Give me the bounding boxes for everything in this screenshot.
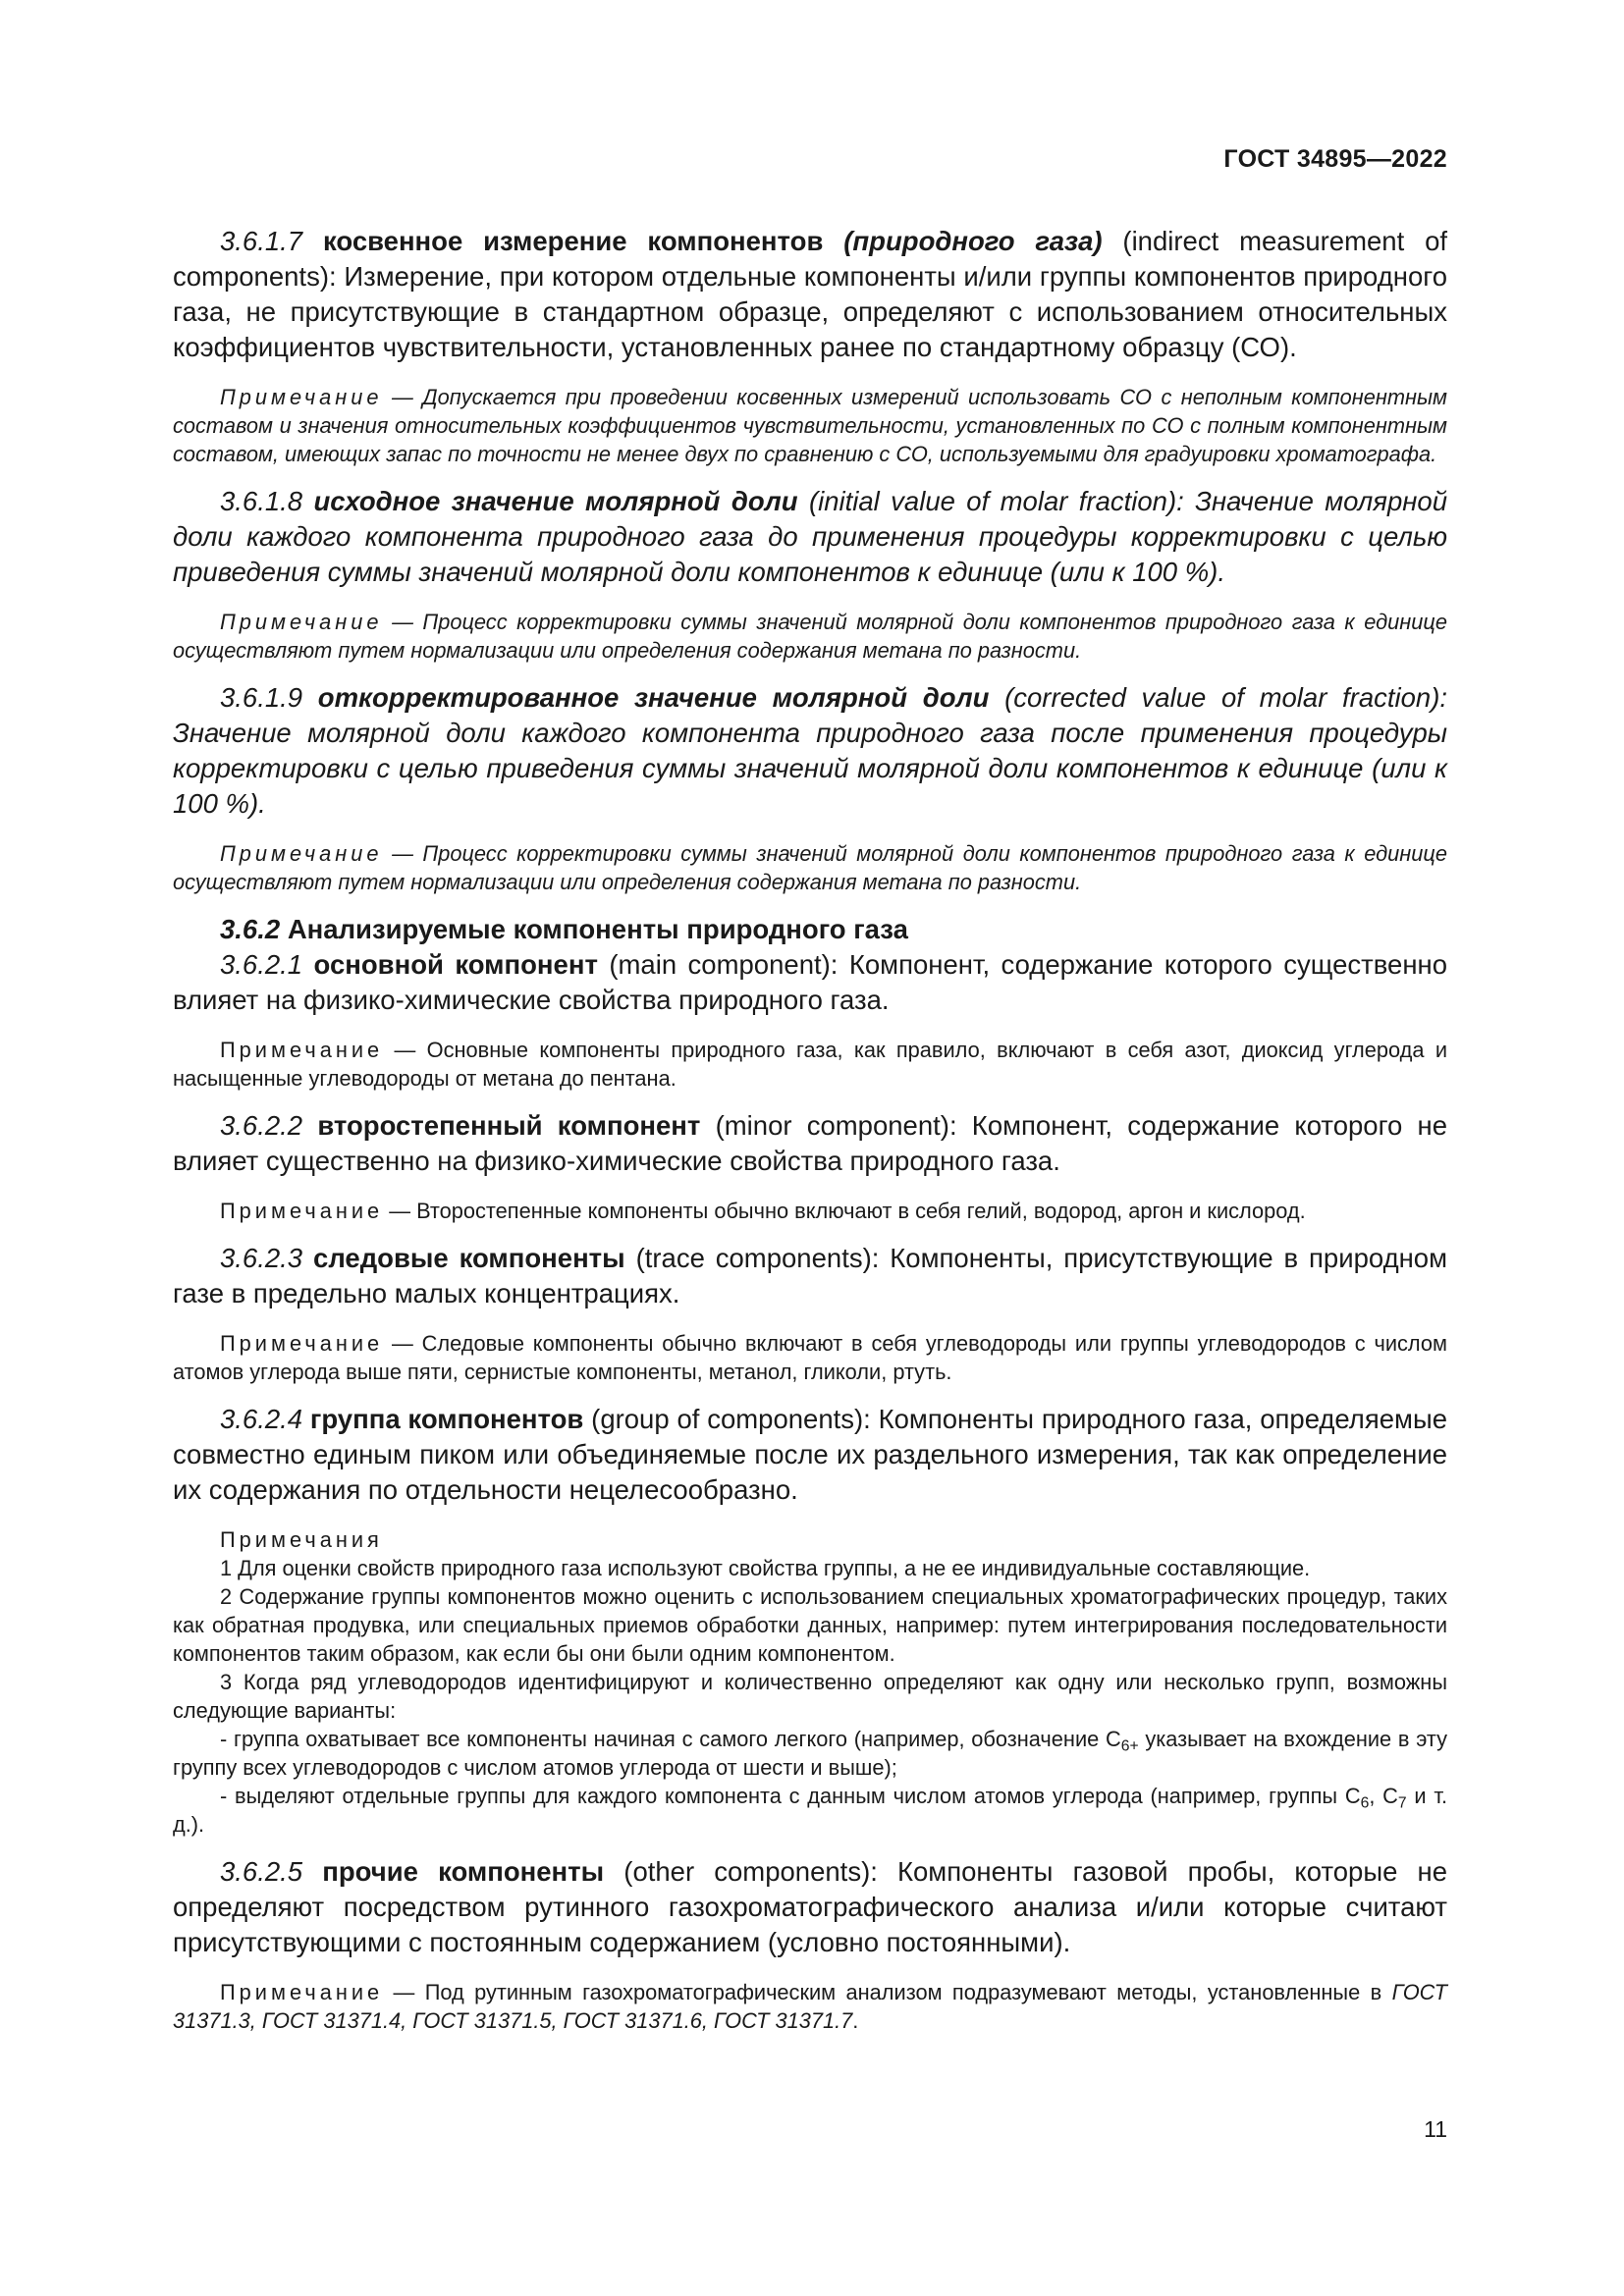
clause-number: 3.6.2.2 [220, 1110, 303, 1141]
note-3-6-1-9 [173, 839, 1447, 896]
term-name: второстепенный компонент [317, 1110, 701, 1141]
term-name: косвенное измерение компонентов [322, 226, 824, 256]
term-3-6-2-3 [173, 1241, 1447, 1311]
clause-number: 3.6.1.8 [220, 486, 303, 516]
note-label: Примечание [220, 1331, 384, 1356]
note-text: — Следовые компоненты обычно включают в себя углеводороды или группы углеводородов с числом атомов углерода выше пяти, сернистые компоненты, метанол, гликоли, ртуть. [173, 1331, 1447, 1384]
note-dash-item-2: - выделяют отдельные группы для каждого компонента с данным числом атомов углерода (например, группы $С_6$, $С_7$ и т. д.). [173, 1784, 1447, 1837]
term-3-6-1-7 [173, 224, 1447, 365]
term-definition: (group of components): Компоненты природного газа, определяемые совместно единым пиком или объединяемые после их раздельного измерения, так как определение их содержания по отдельности нецелесообразно. [173, 1404, 1448, 1505]
note-item-1: 1 Для оценки свойств природного газа используют свойства группы, а не ее индивидуальные составляющие. [220, 1556, 1311, 1580]
note-text: — Процесс корректировки суммы значений молярной доли компонентов природного газа к единице осуществляют путем нормализации или определения содержания метана по разности. [173, 841, 1447, 894]
note-3-6-2-1 [173, 1036, 1447, 1093]
section-title: Анализируемые компоненты природного газа [287, 914, 908, 944]
term-name: исходное значение молярной доли [313, 486, 798, 516]
note-text: — Под рутинным газохроматографическим анализом подразумевают методы, установленные в [393, 1980, 1382, 2004]
term-name: основной компонент [313, 949, 598, 980]
term-3-6-1-9 [173, 680, 1447, 822]
note-3-6-2-2 [173, 1197, 1447, 1225]
term-english: (indirect measurement of components): [173, 226, 1448, 292]
note-label: Примечание [220, 841, 383, 866]
term-name: следовые компоненты [313, 1243, 625, 1273]
term-qualifier: (природного газа) [843, 226, 1103, 256]
term-3-6-2-5 [173, 1854, 1447, 1960]
note-label: Примечание [220, 385, 383, 409]
page-content [173, 224, 1447, 2035]
note-text: — Допускается при проведении косвенных измерений использовать СО с неполным компонентным составом и значения относительных коэффициентов чувствительности, установленных по СО с полным компонентным составом, имеющих запас по точности не менее двух по сравнению с СО, используемыми для градуировки хроматографа. [173, 385, 1447, 466]
clause-number: 3.6.2.5 [220, 1856, 303, 1887]
clause-number: 3.6.2.3 [220, 1243, 303, 1273]
clause-number: 3.6.2.1 [220, 949, 303, 980]
term-name: группа компонентов [309, 1404, 584, 1434]
section-number: 3.6.2 [220, 914, 281, 944]
note-3-6-1-7 [173, 383, 1447, 468]
note-label: Примечание [220, 1199, 384, 1223]
term-name: откорректированное значение молярной доли [317, 682, 990, 713]
term-definition: (main component): Компонент, содержание которого существенно влияет на физико-химические свойства природного газа. [173, 949, 1447, 1015]
note-label: Примечание [220, 610, 383, 634]
note-text: — Основные компоненты природного газа, как правило, включают в себя азот, диоксид углерода и насыщенные углеводороды от метана до пентана. [173, 1038, 1447, 1091]
note-label: Примечание [220, 1038, 384, 1062]
note-text: — Второстепенные компоненты обычно включают в себя гелий, водород, аргон и кислород. [389, 1199, 1306, 1223]
term-name: прочие компоненты [322, 1856, 605, 1887]
notes-label: Примечания [220, 1527, 383, 1552]
note-3-6-2-5: Примечание — Под рутинным газохроматографическим анализом подразумевают методы, установленные в ГОСТ 31371.3, ГОСТ 31371.4, ГОСТ 31371.5, ГОСТ 31371.6, ГОСТ 31371.7. [173, 1980, 1447, 2033]
term-definition: (corrected value of molar fraction): Значение молярной доли каждого компонента природного газа после применения процедуры корректировки с целью приведения суммы значений молярной доли компонентов к единице (или к 100 %). [173, 682, 1448, 819]
term-definition: (minor component): Компонент, содержание которого не влияет существенно на физико-химические свойства природного газа. [173, 1110, 1448, 1176]
term-3-6-2-1 [173, 947, 1447, 1018]
term-definition: (other components): Компоненты газовой пробы, которые не определяют посредством рутинного газохроматографического анализа и/или которые считают присутствующими с постоянным содержанием (условно постоянными). [173, 1856, 1448, 1957]
section-3-6-2-heading [173, 912, 1447, 947]
term-definition: Измерение, при котором отдельные компоненты и/или группы компонентов природного газа, не присутствующие в стандартном образце, определяют с использованием относительных коэффициентов чувствительности, установленных ранее по стандартному образцу (СО). [173, 261, 1447, 362]
term-3-6-1-8 [173, 484, 1447, 590]
note-dash-item-1: - группа охватывает все компоненты начиная с самого легкого (например, обозначение $С_{6+}$ указывает на вхождение в эту группу всех углеводородов с числом атомов углерода от шести и выше); [173, 1727, 1448, 1780]
term-3-6-2-2 [173, 1108, 1447, 1179]
note-item-3: 3 Когда ряд углеводородов идентифицируют и количественно определяют как одну или несколько групп, возможны следующие варианты: [173, 1670, 1447, 1723]
term-definition: (trace components): Компоненты, присутствующие в природном газе в предельно малых концентрациях. [173, 1243, 1448, 1308]
term-definition: (initial value of molar fraction): Значение молярной доли каждого компонента природного газа до применения процедуры корректировки с целью приведения суммы значений молярной доли компонентов к единице (или к 100 %). [173, 486, 1448, 587]
note-text: — Процесс корректировки суммы значений молярной доли компонентов природного газа к единице осуществляют путем нормализации или определения содержания метана по разности. [173, 610, 1447, 663]
notes-3-6-2-4 [173, 1525, 1447, 1839]
note-3-6-2-3 [173, 1329, 1447, 1386]
note-3-6-1-8 [173, 608, 1447, 665]
note-item-2: 2 Содержание группы компонентов можно оценить с использованием специальных хроматографических процедур, таких как обратная продувка, или специальных приемов обработки данных, например: путем интегрирования последовательности компонентов таким образом, как если бы они были одним компонентом. [173, 1584, 1447, 1666]
note-label: Примечание [220, 1980, 384, 2004]
page-number: 11 [1424, 2116, 1447, 2142]
clause-number: 3.6.1.7 [220, 226, 303, 256]
term-3-6-2-4 [173, 1402, 1447, 1508]
standard-code: ГОСТ 34895—2022 [1223, 145, 1447, 173]
standard-references: ГОСТ 31371.3, ГОСТ 31371.4, ГОСТ 31371.5, ГОСТ 31371.6, ГОСТ 31371.7 [173, 1980, 1447, 2033]
clause-number: 3.6.2.4 [220, 1404, 303, 1434]
clause-number: 3.6.1.9 [220, 682, 303, 713]
